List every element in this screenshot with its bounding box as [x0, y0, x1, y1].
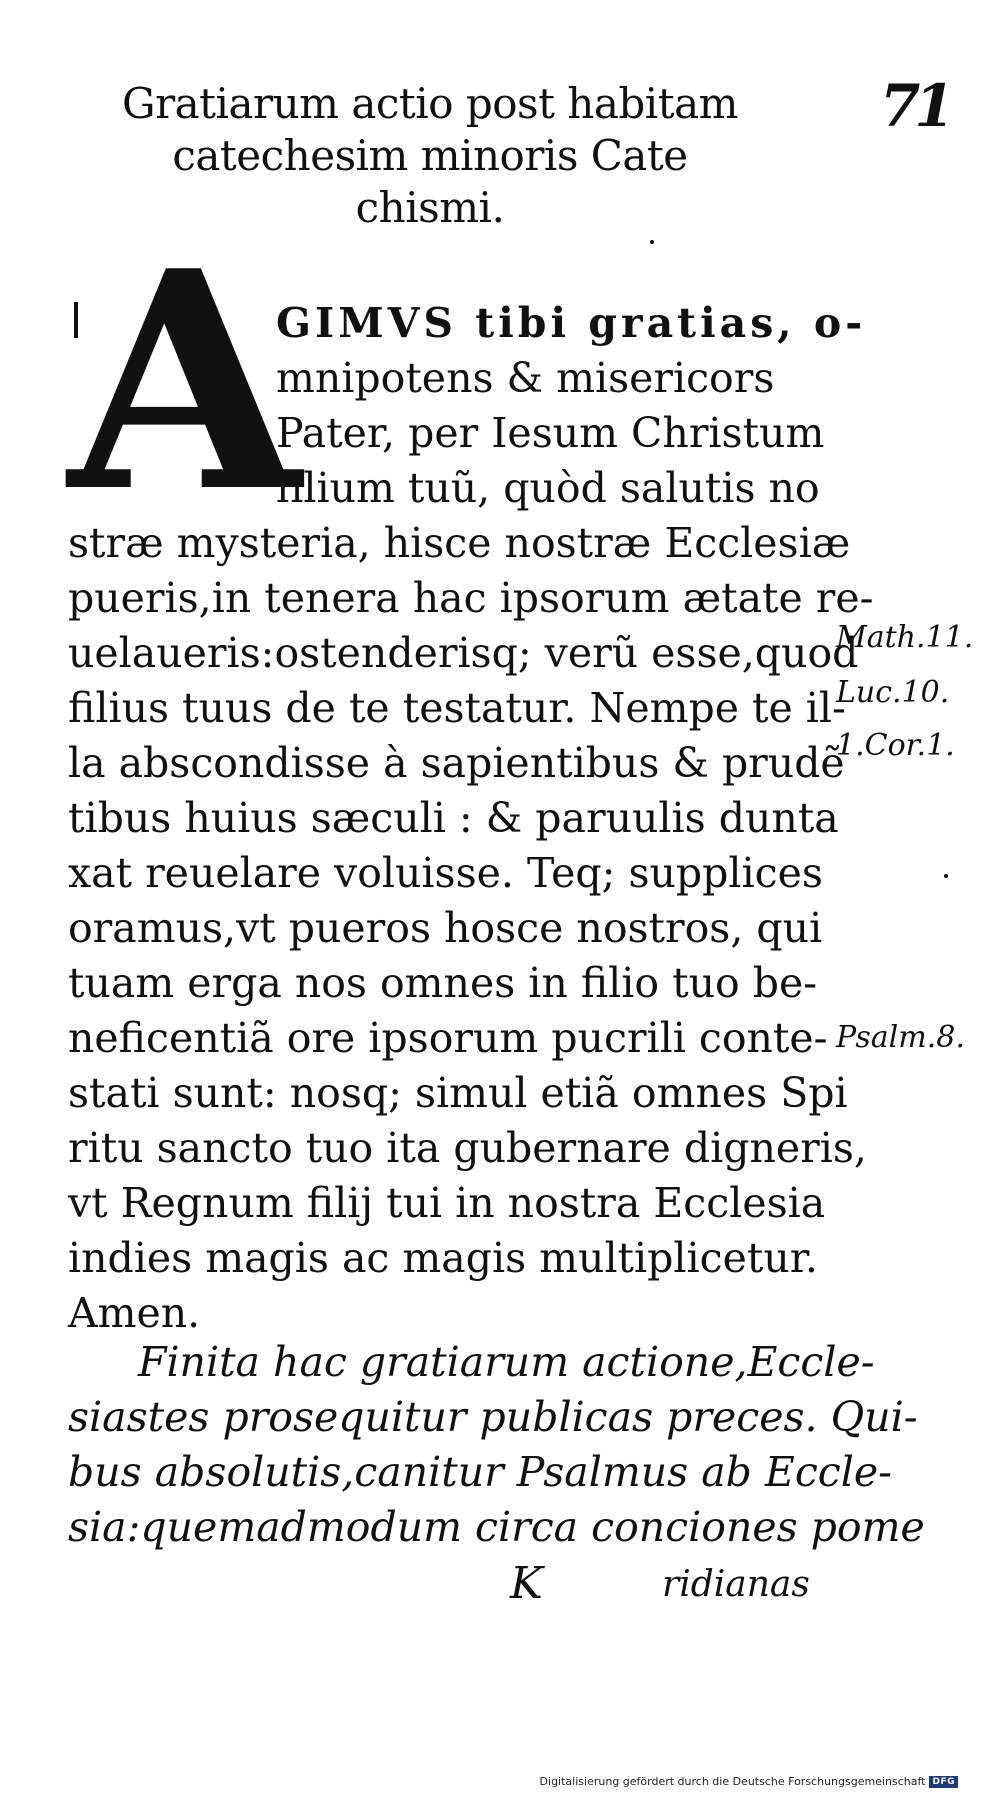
catchword: ridianas — [662, 1564, 810, 1605]
heading-line: Gratiarum actio post habitam — [122, 79, 738, 128]
marginal-reference: 1.Cor.1. — [836, 728, 955, 763]
text-line: stræ mysteria, hisce nostræ Ecclesiæ — [68, 519, 851, 567]
folio-number: 71 — [880, 72, 949, 140]
text-line: xat reuelare voluisse. Teq; supplices — [68, 849, 823, 897]
ink-speck — [650, 240, 654, 244]
marginal-reference: Psalm.8. — [836, 1020, 965, 1055]
text-line: uelaueris:ostenderisq; verũ esse,quod — [68, 629, 859, 677]
rubric-line: Finita hac gratiarum actione,Eccle- — [138, 1338, 875, 1386]
rubric-line: bus absolutis,canitur Psalmus ab Eccle- — [68, 1448, 893, 1496]
text-line: mnipotens & misericors — [276, 354, 775, 402]
marginal-reference: Math.11. — [836, 620, 974, 655]
text-line: la abscondisse à sapientibus & prudẽ — [68, 739, 845, 787]
heading-line: catechesim minoris Cate — [172, 131, 688, 180]
text-line: oramus,vt pueros hosce nostros, qui — [68, 904, 823, 952]
text-line: pueris,in tenera hac ipsorum ætate re- — [68, 574, 874, 622]
text-line: tuam erga nos omnes in filio tuo be- — [68, 959, 818, 1007]
text-line: vt Regnum filij tui in nostra Ecclesia — [68, 1179, 826, 1227]
signature-mark: K — [510, 1558, 543, 1609]
marginal-reference: Luc.10. — [836, 675, 950, 710]
drop-cap-initial: A — [68, 205, 297, 558]
text-line: tibus huius sæculi : & paruulis dunta — [68, 794, 839, 842]
rubric-line: sia:quemadmodum circa conciones pome — [68, 1503, 925, 1551]
heading-line: chismi. — [355, 183, 505, 232]
text-line: ritu sancto tuo ita gubernare digneris, — [68, 1124, 867, 1172]
ink-speck — [944, 874, 948, 878]
text-line: Pater, per Iesum Christum — [276, 409, 825, 457]
text-line: Amen. — [68, 1289, 201, 1337]
text-line: stati sunt: nosq; simul etiã omnes Spi — [68, 1069, 848, 1117]
digitization-credit — [540, 1775, 958, 1788]
credit-text: Digitalisierung gefördert durch die Deutsche Forschungsgemeinschaft — [539, 1775, 926, 1788]
text-line: filium tuũ, quòd salutis no — [276, 464, 820, 512]
text-line: indies magis ac magis multiplicetur. — [68, 1234, 818, 1282]
dfg-logo-icon: DFG — [929, 1776, 958, 1788]
text-line: filius tuus de te testatur. Nempe te il- — [68, 684, 846, 732]
rubric-line: siastes prosequitur publicas preces. Qui- — [68, 1393, 918, 1441]
text-line: neficentiã ore ipsorum pucrili conte- — [68, 1014, 828, 1062]
text-line: GIMVS tibi gratias, o- — [276, 299, 867, 347]
